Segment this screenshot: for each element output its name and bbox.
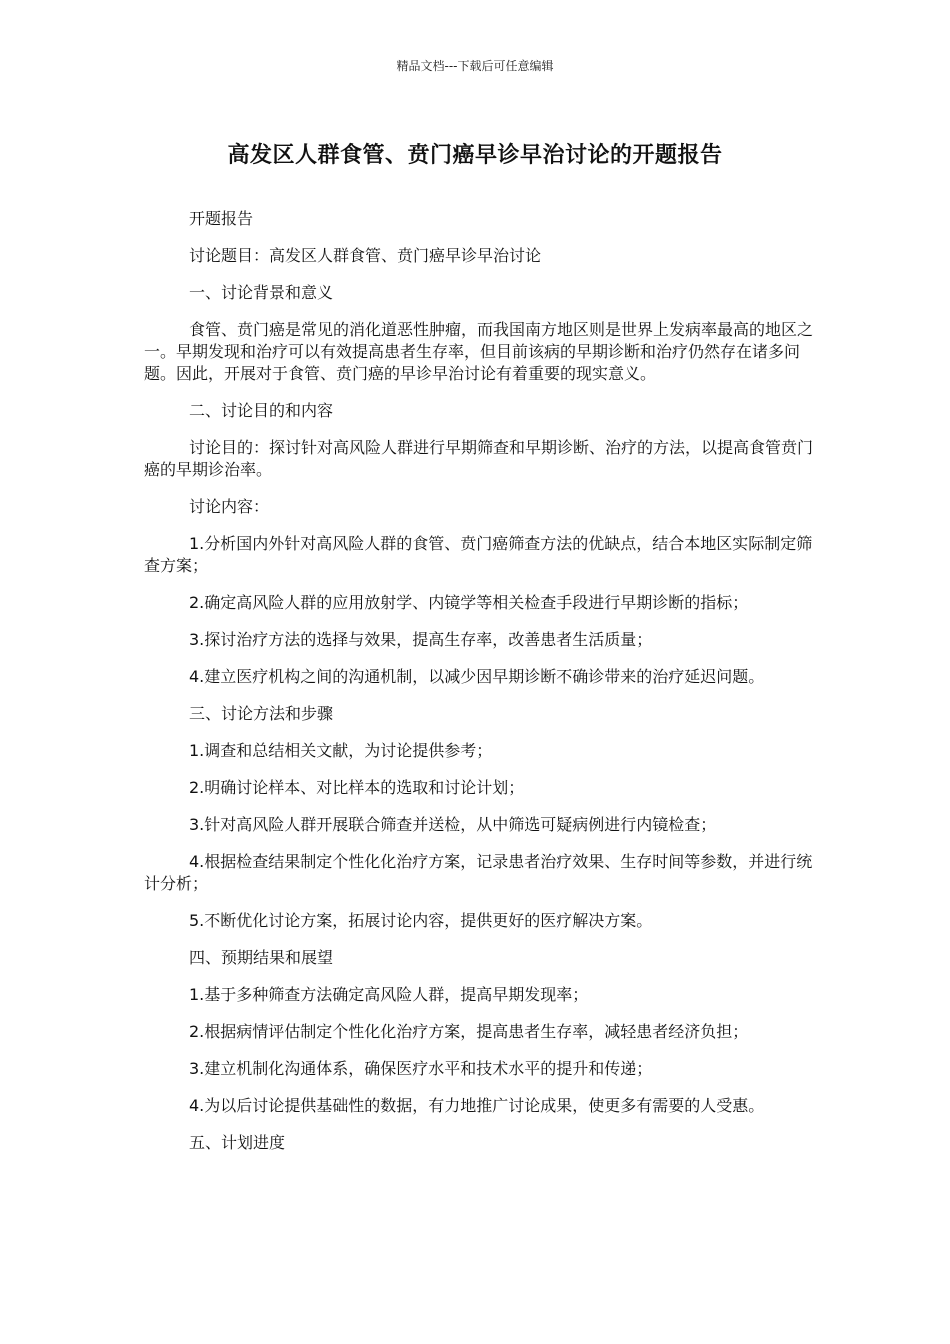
section-heading: 一、讨论背景和意义 — [189, 283, 334, 302]
list-item: 1.调查和总结相关文献，为讨论提供参考； — [189, 741, 493, 760]
list-item: 4.为以后讨论提供基础性的数据，有力地推广讨论成果，使更多有需要的人受惠。 — [189, 1096, 765, 1115]
list-item: 2.根据病情评估制定个性化化治疗方案，提高患者生存率，减轻患者经济负担； — [189, 1022, 749, 1041]
list-item: 2.明确讨论样本、对比样本的选取和讨论计划； — [189, 778, 525, 797]
list-item: 4.根据检查结果制定个性化化治疗方案，记录患者治疗效果、生存时间等参数，并进行统计分析； — [144, 852, 813, 893]
section-heading: 五、计划进度 — [189, 1133, 286, 1152]
list-item: 4.建立医疗机构之间的沟通机制，以减少因早期诊断不确诊带来的治疗延迟问题。 — [189, 667, 765, 686]
section-heading: 四、预期结果和展望 — [189, 948, 334, 967]
list-item: 3.建立机制化沟通体系，确保医疗水平和技术水平的提升和传递； — [189, 1059, 653, 1078]
paragraph: 食管、贲门癌是常见的消化道恶性肿瘤，而我国南方地区则是世界上发病率最高的地区之一。早期发现和治疗可以有效提高患者生存率，但目前该病的早期诊断和治疗仍然存在诸多问题。因此，开展对于食管、贲门癌的早诊早治讨论有着重要的现实意义。 — [144, 320, 814, 383]
paragraph: 讨论内容： — [189, 497, 270, 516]
list-item: 1.基于多种筛查方法确定高风险人群，提高早期发现率； — [189, 985, 589, 1004]
list-item: 3.探讨治疗方法的选择与效果，提高生存率，改善患者生活质量； — [189, 630, 653, 649]
paragraph: 讨论目的：探讨针对高风险人群进行早期筛查和早期诊断、治疗的方法，以提高食管贲门癌的早期诊治率。 — [144, 438, 814, 479]
document-body — [144, 208, 820, 1169]
list-item: 1.分析国内外针对高风险人群的食管、贲门癌筛查方法的优缺点，结合本地区实际制定筛查方案； — [144, 534, 813, 575]
section-heading: 二、讨论目的和内容 — [189, 401, 334, 420]
document-title: 高发区人群食管、贲门癌早诊早治讨论的开题报告 — [227, 143, 723, 168]
paragraph-topic: 讨论题目：高发区人群食管、贲门癌早诊早治讨论 — [189, 246, 542, 265]
section-heading: 三、讨论方法和步骤 — [189, 704, 334, 723]
paragraph-label: 开题报告 — [189, 209, 254, 228]
list-item: 5.不断优化讨论方案，拓展讨论内容，提供更好的医疗解决方案。 — [189, 911, 653, 930]
list-item: 3.针对高风险人群开展联合筛查并送检，从中筛选可疑病例进行内镜检查； — [189, 815, 717, 834]
list-item: 2.确定高风险人群的应用放射学、内镜学等相关检查手段进行早期诊断的指标； — [189, 593, 749, 612]
header-note: 精品文档---下载后可任意编辑 — [396, 59, 554, 73]
